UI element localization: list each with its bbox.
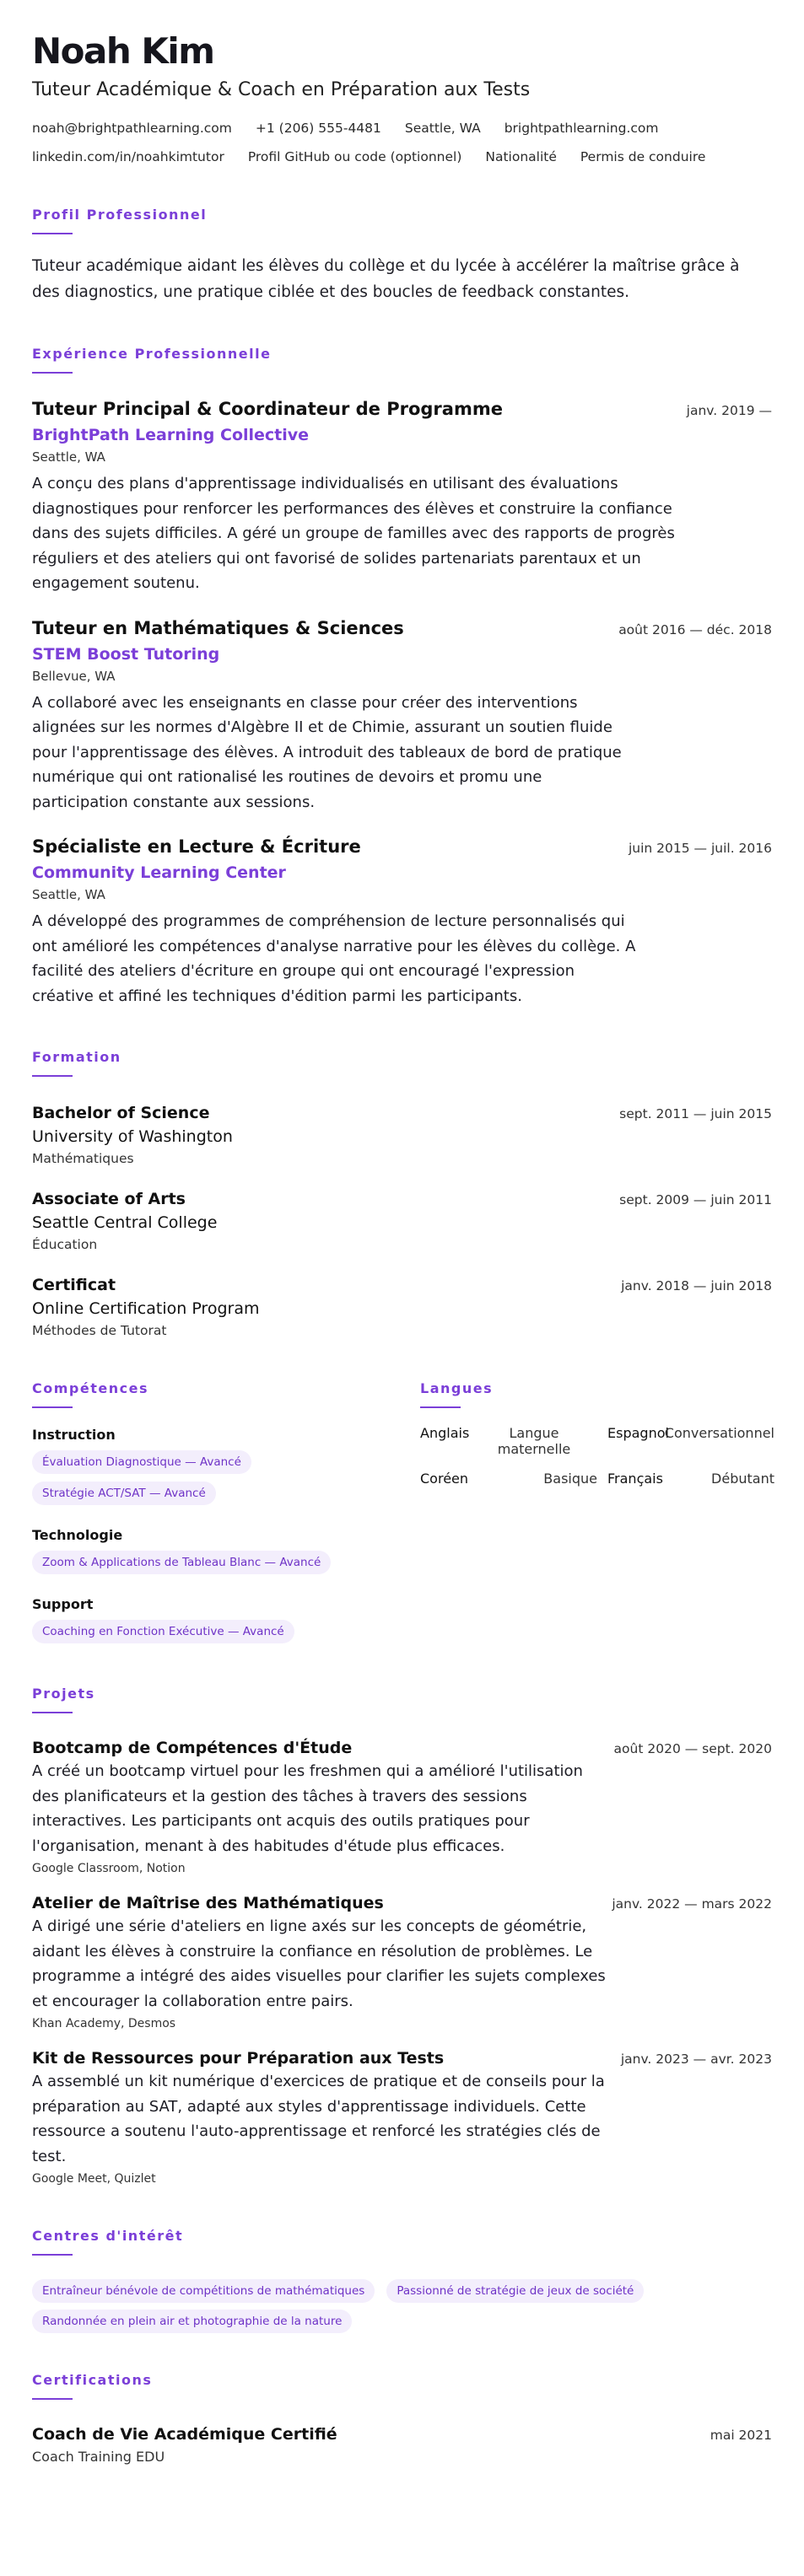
- degree-name: Certificat: [32, 1276, 116, 1295]
- language-list: [420, 1425, 772, 1487]
- resume-header: [32, 32, 772, 166]
- section-title: Expérience Professionnelle: [32, 346, 272, 363]
- section-title: Centres d'intérêt: [32, 2228, 184, 2245]
- skills-languages-section: [32, 1380, 772, 1643]
- skill-chip: Coaching en Fonction Exécutive — Avancé: [32, 1620, 294, 1643]
- job-location: Bellevue, WA: [32, 668, 116, 684]
- skill-chip: Zoom & Applications de Tableau Blanc — Avancé: [32, 1551, 331, 1574]
- certification-date: mai 2021: [710, 2428, 772, 2444]
- degree-name: Bachelor of Science: [32, 1104, 210, 1123]
- languages-column: [420, 1380, 772, 1643]
- contact-driving-license: Permis de conduire: [580, 149, 706, 165]
- skill-group: [32, 1527, 420, 1574]
- section-title: Compétences: [32, 1380, 148, 1397]
- field-of-study: Méthodes de Tutorat: [32, 1323, 167, 1339]
- field-of-study: Éducation: [32, 1237, 98, 1253]
- job-description: A conçu des plans d'apprentissage individualisés en utilisant des évaluations diagnostiques pour renforcer les performances des élèves et construire la confiance dans des sujets difficiles. A géré un groupe de familles avec des rapports de progrès réguliers et des ateliers qui ont favorisé de solides partenariats parentaux et un engagement soutenu.: [32, 475, 675, 593]
- skill-group: [32, 1427, 420, 1505]
- interest-chip: Entraîneur bénévole de compétitions de mathématiques: [32, 2279, 375, 2303]
- section-divider: [32, 1712, 73, 1713]
- project-item: [32, 1894, 772, 2030]
- job-description: A développé des programmes de compréhension de lecture personnalisés qui ont amélioré les compétences d'analyse narrative pour les élèves du collège. A facilité des ateliers d'écriture en groupe qui ont encouragé l'expression créative et affiné les techniques d'édition parmi les participants.: [32, 912, 636, 1005]
- project-name: Atelier de Maîtrise des Mathématiques: [32, 1894, 384, 1913]
- section-divider: [32, 1075, 73, 1077]
- degree-name: Associate of Arts: [32, 1190, 186, 1209]
- language-name: Coréen: [420, 1471, 469, 1487]
- summary-text: Tuteur académique aidant les élèves du collège et du lycée à accélérer la maîtrise grâce à des diagnostics, une pratique ciblée et des boucles de feedback constantes.: [32, 257, 740, 302]
- interest-list: [32, 2272, 772, 2333]
- contact-nationality: Nationalité: [485, 149, 557, 165]
- education-item: [32, 1190, 772, 1252]
- project-description: A assemblé un kit numérique d'exercices de pratique et de conseils pour la préparation au SAT, adapté aux styles d'apprentissage individuels. Cette ressource a soutenu l'auto-apprentissage et renforcé les stratégies clés de test.: [32, 2073, 605, 2165]
- project-name: Bootcamp de Compétences d'Étude: [32, 1739, 353, 1758]
- projects-section: [32, 1686, 772, 2186]
- candidate-headline: Tuteur Académique & Coach en Préparation aux Tests: [32, 79, 531, 101]
- section-divider: [32, 372, 73, 374]
- contact-linkedin[interactable]: linkedin.com/in/noahkimtutor: [32, 149, 224, 165]
- job-location: Seattle, WA: [32, 887, 105, 903]
- company-name: Community Learning Center: [32, 863, 286, 883]
- language-level: Langue maternelle: [497, 1425, 571, 1458]
- section-title: Langues: [420, 1380, 494, 1397]
- summary-section: [32, 207, 772, 305]
- school-name: University of Washington: [32, 1127, 233, 1147]
- project-tech: Google Classroom, Notion: [32, 1862, 186, 1876]
- section-divider: [32, 2254, 73, 2256]
- project-description: A dirigé une série d'ateliers en ligne axés sur les concepts de géométrie, aidant les élèves à construire la confiance en résolution de problèmes. Le programme a intégré des aides visuelles pour clarifier les sujets complexes et encourager la collaboration entre pairs.: [32, 1917, 606, 2010]
- skill-group-name: Technologie: [32, 1527, 123, 1544]
- education-item: [32, 1276, 772, 1338]
- field-of-study: Mathématiques: [32, 1151, 134, 1167]
- project-tech: Khan Academy, Desmos: [32, 2017, 176, 2031]
- education-date: sept. 2011 — juin 2015: [619, 1106, 772, 1122]
- interest-chip: Randonnée en plein air et photographie de la nature: [32, 2310, 352, 2333]
- certification-item: [32, 2425, 772, 2465]
- education-item: [32, 1104, 772, 1166]
- skill-group-name: Instruction: [32, 1427, 116, 1444]
- skill-chip: Stratégie ACT/SAT — Avancé: [32, 1482, 216, 1505]
- certification-name: Coach de Vie Académique Certifié: [32, 2425, 337, 2444]
- job-title: Tuteur Principal & Coordinateur de Programme: [32, 399, 503, 420]
- interests-section: [32, 2228, 772, 2333]
- section-title: Projets: [32, 1686, 95, 1702]
- school-name: Seattle Central College: [32, 1213, 218, 1233]
- section-divider: [32, 1406, 73, 1408]
- skills-column: [32, 1380, 420, 1643]
- section-title: Formation: [32, 1049, 121, 1066]
- language-level: Débutant: [711, 1471, 774, 1487]
- skill-group-name: Support: [32, 1596, 94, 1613]
- skill-group: [32, 1596, 420, 1643]
- interest-chip: Passionné de stratégie de jeux de société: [386, 2279, 644, 2303]
- experience-item: [32, 399, 772, 596]
- company-name: STEM Boost Tutoring: [32, 644, 220, 664]
- project-description: A créé un bootcamp virtuel pour les freshmen qui a amélioré l'utilisation des planificateurs et la gestion des tâches à travers des sessions interactives. Les participants ont acquis des outils pratiques pour l'organisation, menant à des habitudes d'étude plus efficaces.: [32, 1762, 583, 1855]
- contact-list: [32, 119, 772, 166]
- project-name: Kit de Ressources pour Préparation aux Tests: [32, 2049, 445, 2068]
- contact-website[interactable]: brightpathlearning.com: [504, 121, 659, 137]
- experience-item: [32, 836, 772, 1008]
- project-tech: Google Meet, Quizlet: [32, 2172, 156, 2186]
- education-date: sept. 2009 — juin 2011: [619, 1192, 772, 1208]
- skill-chip: Évaluation Diagnostique — Avancé: [32, 1450, 251, 1474]
- experience-item: [32, 618, 772, 815]
- job-location: Seattle, WA: [32, 449, 105, 465]
- project-item: [32, 2049, 772, 2186]
- company-name: BrightPath Learning Collective: [32, 426, 310, 445]
- project-date: janv. 2022 — mars 2022: [612, 1896, 772, 1912]
- section-title: Certifications: [32, 2372, 153, 2389]
- contact-location: Seattle, WA: [404, 121, 481, 137]
- job-description: A collaboré avec les enseignants en classe pour créer des interventions alignées sur les normes d'Algèbre II et de Chimie, assurant un soutien fluide pour l'apprentissage des élèves. A introduit des tableaux de bord de pratique numérique qui ont rationalisé les routines de devoirs et promu une participation constante aux sessions.: [32, 693, 622, 811]
- project-date: août 2020 — sept. 2020: [613, 1741, 772, 1757]
- section-divider: [32, 233, 73, 234]
- education-date: janv. 2018 — juin 2018: [621, 1278, 772, 1294]
- job-title: Tuteur en Mathématiques & Sciences: [32, 617, 404, 638]
- contact-phone[interactable]: +1 (206) 555-4481: [255, 121, 381, 137]
- job-date: août 2016 — déc. 2018: [618, 621, 772, 637]
- certifications-section: [32, 2372, 772, 2465]
- school-name: Online Certification Program: [32, 1299, 260, 1319]
- certification-issuer: Coach Training EDU: [32, 2449, 165, 2466]
- job-date: janv. 2019 —: [686, 403, 772, 419]
- experience-section: [32, 346, 772, 1008]
- section-divider: [32, 2398, 73, 2400]
- education-section: [32, 1049, 772, 1338]
- job-date: juin 2015 — juil. 2016: [628, 841, 772, 857]
- language-level: Basique: [543, 1471, 597, 1487]
- language-name: Espagnol: [607, 1425, 669, 1442]
- contact-email[interactable]: noah@brightpathlearning.com: [32, 121, 232, 137]
- contact-github[interactable]: Profil GitHub ou code (optionnel): [247, 149, 462, 165]
- job-title: Spécialiste en Lecture & Écriture: [32, 836, 361, 858]
- project-item: [32, 1739, 772, 1875]
- language-name: Français: [607, 1471, 663, 1487]
- language-name: Anglais: [420, 1425, 470, 1442]
- section-title: Profil Professionnel: [32, 207, 208, 223]
- candidate-name: Noah Kim: [32, 30, 214, 72]
- project-date: janv. 2023 — avr. 2023: [620, 2052, 772, 2068]
- language-level: Conversationnel: [664, 1425, 774, 1442]
- section-divider: [420, 1406, 461, 1408]
